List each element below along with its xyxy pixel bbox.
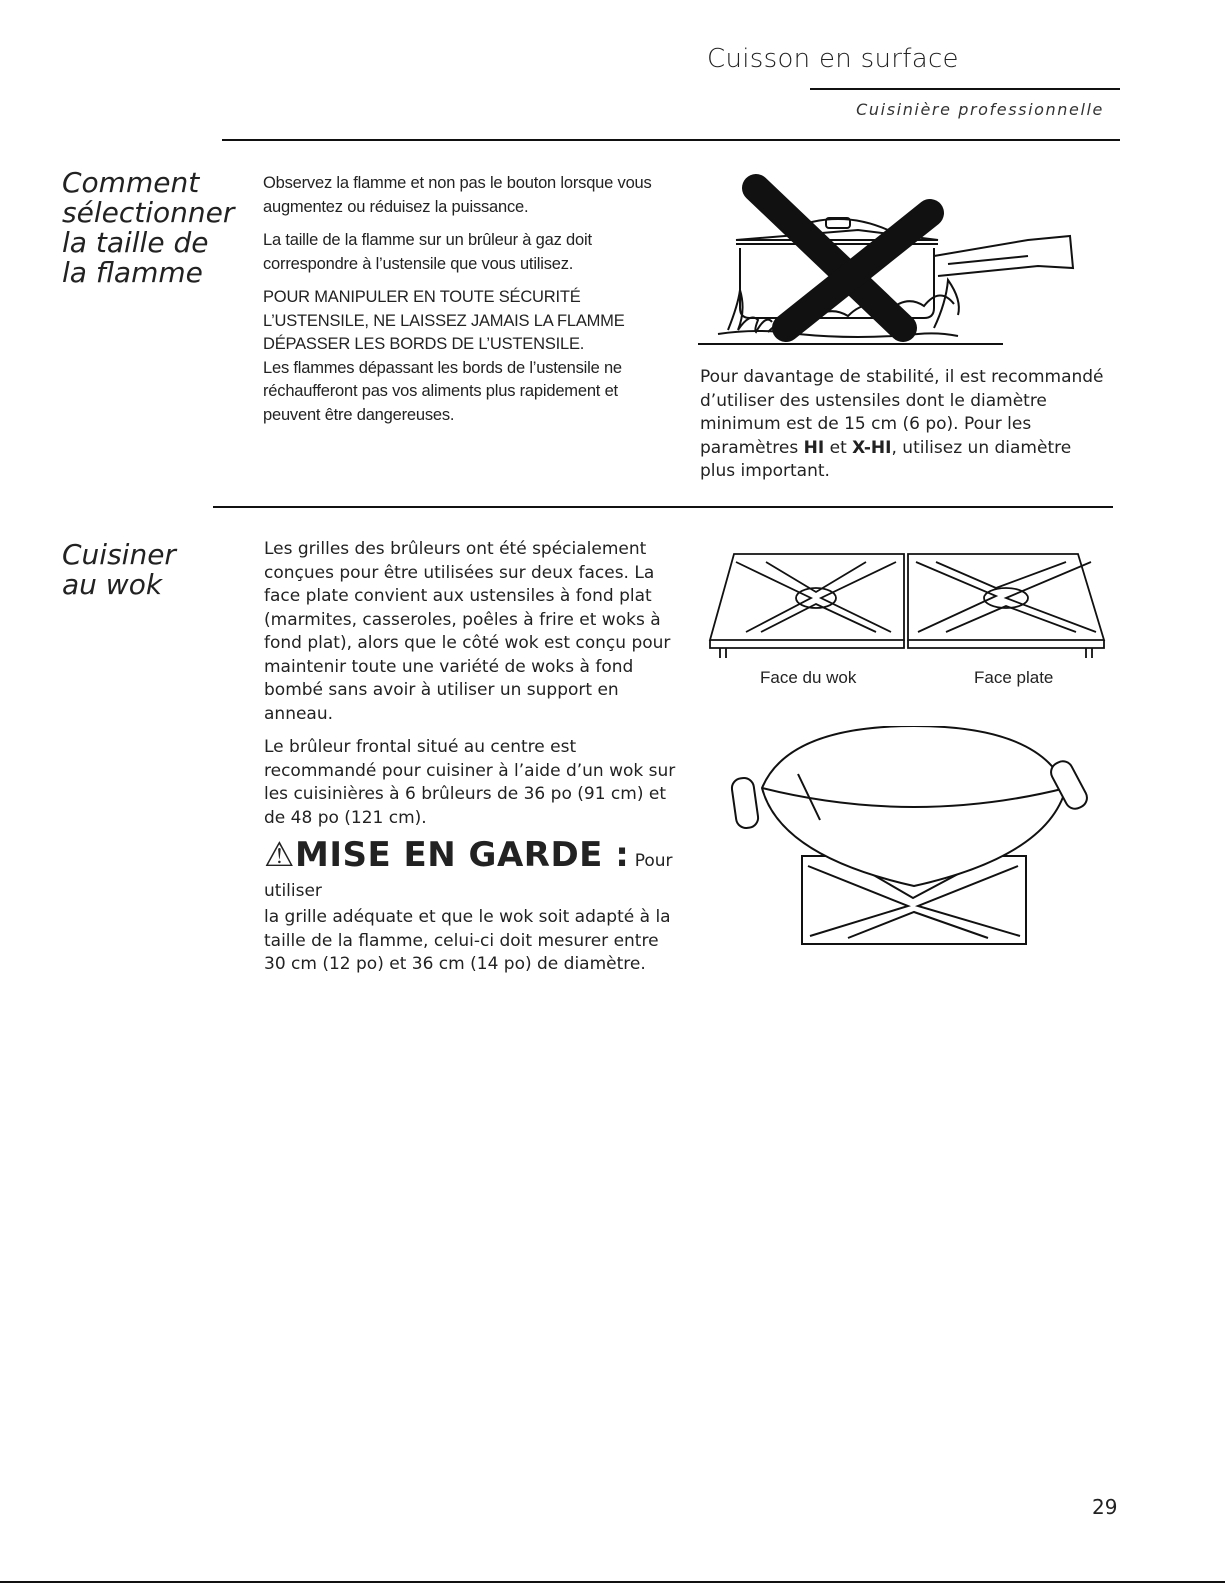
center-burner-para: Le brûleur frontal situé au centre est recommandé pour cuisiner à l’aide d’un wok sur les cuisinières à 6 brûleurs de 36 po (91 cm) et de 48 po (121 cm). (264, 737, 676, 828)
heading-line: au wok (62, 568, 163, 601)
heading-line: Comment (62, 166, 200, 199)
stability-text-b: et (824, 437, 853, 458)
pot-flame-illustration (698, 168, 1083, 348)
section2-heading (62, 540, 232, 600)
header-rule-long (222, 139, 1120, 141)
heading-line: Cuisiner (62, 538, 176, 571)
flame-size-para: La taille de la flamme sur un brûleur à gaz doit correspondre à l’ustensile que vous utilisez. (263, 231, 592, 273)
bottom-rule (0, 1581, 1225, 1583)
xhi-setting: X-HI (852, 437, 892, 458)
warning-icon: ⚠ (264, 835, 295, 875)
grates-illustration (706, 548, 1108, 663)
stability-text-c: , utilisez un diamètre plus important. (700, 437, 1072, 481)
page-number: 29 (1092, 1495, 1118, 1519)
section-divider (213, 506, 1113, 508)
warning-lead: Pour utiliser (264, 851, 673, 901)
section1-body (263, 172, 673, 437)
section1-heading (62, 166, 235, 289)
warning-block (264, 835, 676, 906)
stability-text-a: Pour davantage de stabilité, il est recommandé d’utiliser des ustensiles dont le diamètre minimum est de 15 cm (6 po). Pour les paramètres (700, 367, 1104, 458)
stability-text (700, 366, 1110, 484)
heading-line: la flamme (62, 256, 203, 289)
caption-wok-side: Face du wok (760, 668, 857, 687)
flame-observe-para: Observez la flamme et non pas le bouton lorsque vous augmentez ou réduisez la puissance. (263, 174, 652, 216)
warning-text: la grille adéquate et que le wok soit adapté à la taille de la flamme, celui-ci doit mesurer entre 30 cm (12 po) et 36 cm (14 po) de diamètre. (264, 907, 671, 974)
heading-line: sélectionner (62, 196, 235, 229)
flame-danger-para: Les flammes dépassant les bords de l’ustensile ne réchaufferont pas vos aliments plus rapidement et peuvent être dangereuses. (263, 358, 622, 424)
warning-title: MISE EN GARDE : (294, 835, 630, 875)
hi-setting: HI (803, 437, 825, 458)
page-subtitle: Cuisinière professionnelle (856, 100, 1104, 119)
grates-para: Les grilles des brûleurs ont été spécialement conçues pour être utilisées sur deux faces. La face plate convient aux ustensiles à fond plat (marmites, casseroles, poêles à frire et woks à fond plat), alors que le côté wok est conçu pour maintenir toute une variété de woks à fond bombé sans avoir à utiliser un support en anneau. (264, 539, 671, 724)
safety-caps-para: POUR MANIPULER EN TOUTE SÉCURITÉ L’USTENSILE, NE LAISSEZ JAMAIS LA FLAMME DÉPASSER LES BORDS DE L’USTENSILE. (263, 288, 625, 353)
section2-body (264, 538, 676, 977)
header-rule-short (810, 88, 1120, 90)
caption-flat-side: Face plate (974, 668, 1054, 687)
page-title: Cuisson en surface (707, 44, 959, 74)
heading-line: la taille de (62, 226, 209, 259)
wok-illustration (728, 726, 1090, 948)
